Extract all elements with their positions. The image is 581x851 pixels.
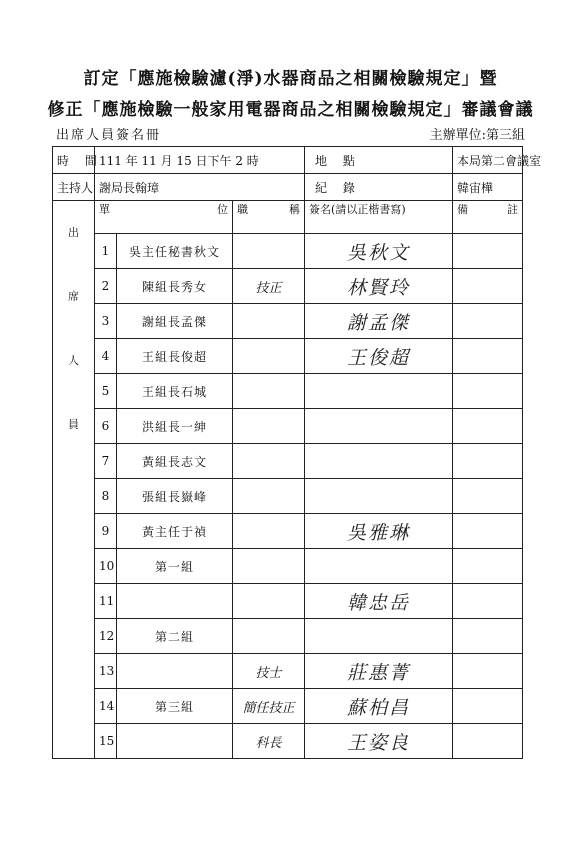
row-number: 9 xyxy=(95,514,117,549)
table-row xyxy=(53,689,523,724)
row-remark xyxy=(453,304,523,339)
header-title-char-a: 職 xyxy=(237,203,248,216)
row-title: 簡任技正 xyxy=(233,689,305,724)
table-row xyxy=(53,654,523,689)
header-title xyxy=(233,201,305,234)
row-unit: 陳組長秀女 xyxy=(117,269,233,304)
side-char: 席 xyxy=(68,290,79,303)
document-title-line1: 訂定「應施檢驗濾(淨)水器商品之相關檢驗規定」暨 xyxy=(83,69,498,89)
row-unit: 謝組長孟傑 xyxy=(117,304,233,339)
row-number: 7 xyxy=(95,444,117,479)
row-unit xyxy=(117,584,233,619)
row-signature xyxy=(305,619,453,654)
table-row xyxy=(53,409,523,444)
table-row xyxy=(53,724,523,759)
side-char: 出 xyxy=(68,226,79,239)
row-signature: 蘇柏昌 xyxy=(305,689,453,724)
row-title xyxy=(233,619,305,654)
row-unit: 洪組長一紳 xyxy=(117,409,233,444)
table-row xyxy=(53,234,523,269)
time-label: 時 間 xyxy=(53,147,95,174)
table-row xyxy=(53,584,523,619)
header-unit-char-a: 單 xyxy=(99,203,110,216)
row-signature: 韓忠岳 xyxy=(305,584,453,619)
row-unit: 第三組 xyxy=(117,689,233,724)
header-remark-char-b: 註 xyxy=(507,203,519,216)
table-row xyxy=(53,479,523,514)
chair-value: 謝局長翰璋 xyxy=(95,174,305,201)
row-title xyxy=(233,444,305,479)
row-unit: 吳主任秘書秋文 xyxy=(117,234,233,269)
row-remark xyxy=(453,269,523,304)
organizer-label: 主辦單位:第三組 xyxy=(429,128,525,143)
row-signature: 吳雅琳 xyxy=(305,514,453,549)
chair-label: 主持人 xyxy=(53,174,95,201)
row-title: 科長 xyxy=(233,724,305,759)
row-signature xyxy=(305,409,453,444)
row-title: 技正 xyxy=(233,269,305,304)
header-unit xyxy=(95,201,233,234)
row-number: 5 xyxy=(95,374,117,409)
row-signature: 莊惠菁 xyxy=(305,654,453,689)
header-signature: 簽名(請以正楷書寫) xyxy=(305,201,453,234)
table-row xyxy=(53,374,523,409)
place-value: 本局第二會議室 xyxy=(453,147,523,174)
row-signature xyxy=(305,549,453,584)
row-unit: 黃主任于禎 xyxy=(117,514,233,549)
row-signature xyxy=(305,444,453,479)
row-unit: 黃組長志文 xyxy=(117,444,233,479)
row-unit: 王組長石城 xyxy=(117,374,233,409)
row-remark xyxy=(453,584,523,619)
row-remark xyxy=(453,724,523,759)
row-remark xyxy=(453,409,523,444)
header-unit-char-b: 位 xyxy=(217,203,228,216)
row-number: 1 xyxy=(95,234,117,269)
table-row xyxy=(53,549,523,584)
row-remark xyxy=(453,619,523,654)
header-remark-char-a: 備 xyxy=(457,203,469,216)
place-label: 地 點 xyxy=(305,147,453,174)
row-unit xyxy=(117,654,233,689)
row-title xyxy=(233,304,305,339)
row-unit: 第二組 xyxy=(117,619,233,654)
row-signature xyxy=(305,374,453,409)
row-signature xyxy=(305,479,453,514)
row-title xyxy=(233,584,305,619)
row-title xyxy=(233,514,305,549)
table-row xyxy=(53,269,523,304)
side-char: 人 xyxy=(68,354,79,367)
row-title xyxy=(233,549,305,584)
row-remark xyxy=(453,234,523,269)
recorder-label: 紀 錄 xyxy=(305,174,453,201)
row-signature: 吳秋文 xyxy=(305,234,453,269)
document-title-line2: 修正「應施檢驗一般家用電器商品之相關檢驗規定」審議會議 xyxy=(47,100,534,120)
row-remark xyxy=(453,654,523,689)
row-unit: 第一組 xyxy=(117,549,233,584)
info-row-time xyxy=(53,147,523,174)
row-title xyxy=(233,234,305,269)
row-remark xyxy=(453,339,523,374)
header-title-char-b: 稱 xyxy=(289,203,301,216)
column-header-row xyxy=(53,201,523,234)
time-value: 111 年 11 月 15 日下午 2 時 xyxy=(95,147,305,174)
row-unit: 王組長俊超 xyxy=(117,339,233,374)
row-signature: 謝孟傑 xyxy=(305,304,453,339)
row-number: 6 xyxy=(95,409,117,444)
side-char: 員 xyxy=(68,418,79,431)
table-row xyxy=(53,304,523,339)
row-number: 14 xyxy=(95,689,117,724)
row-signature: 林賢玲 xyxy=(305,269,453,304)
row-number: 8 xyxy=(95,479,117,514)
row-title xyxy=(233,479,305,514)
row-number: 11 xyxy=(95,584,117,619)
row-remark xyxy=(453,444,523,479)
row-remark xyxy=(453,549,523,584)
info-row-chair xyxy=(53,174,523,201)
row-title: 技士 xyxy=(233,654,305,689)
row-remark xyxy=(453,374,523,409)
table-row xyxy=(53,514,523,549)
table-row xyxy=(53,339,523,374)
table-row xyxy=(53,619,523,654)
row-remark xyxy=(453,479,523,514)
row-number: 12 xyxy=(95,619,117,654)
row-title xyxy=(233,339,305,374)
row-number: 15 xyxy=(95,724,117,759)
row-title xyxy=(233,374,305,409)
row-signature: 王姿良 xyxy=(305,724,453,759)
row-unit: 張組長嶽峰 xyxy=(117,479,233,514)
header-remark xyxy=(453,201,523,234)
row-title xyxy=(233,409,305,444)
row-signature: 王俊超 xyxy=(305,339,453,374)
row-number: 13 xyxy=(95,654,117,689)
row-number: 10 xyxy=(95,549,117,584)
row-remark xyxy=(453,689,523,724)
row-remark xyxy=(453,514,523,549)
attendance-table xyxy=(52,146,542,759)
table-row xyxy=(53,444,523,479)
document-subtitle: 出席人員簽名冊 xyxy=(56,128,162,143)
row-number: 4 xyxy=(95,339,117,374)
recorder-value: 韓宙樺 xyxy=(453,174,523,201)
side-label-attendees xyxy=(53,201,95,759)
row-number: 3 xyxy=(95,304,117,339)
row-number: 2 xyxy=(95,269,117,304)
row-unit xyxy=(117,724,233,759)
